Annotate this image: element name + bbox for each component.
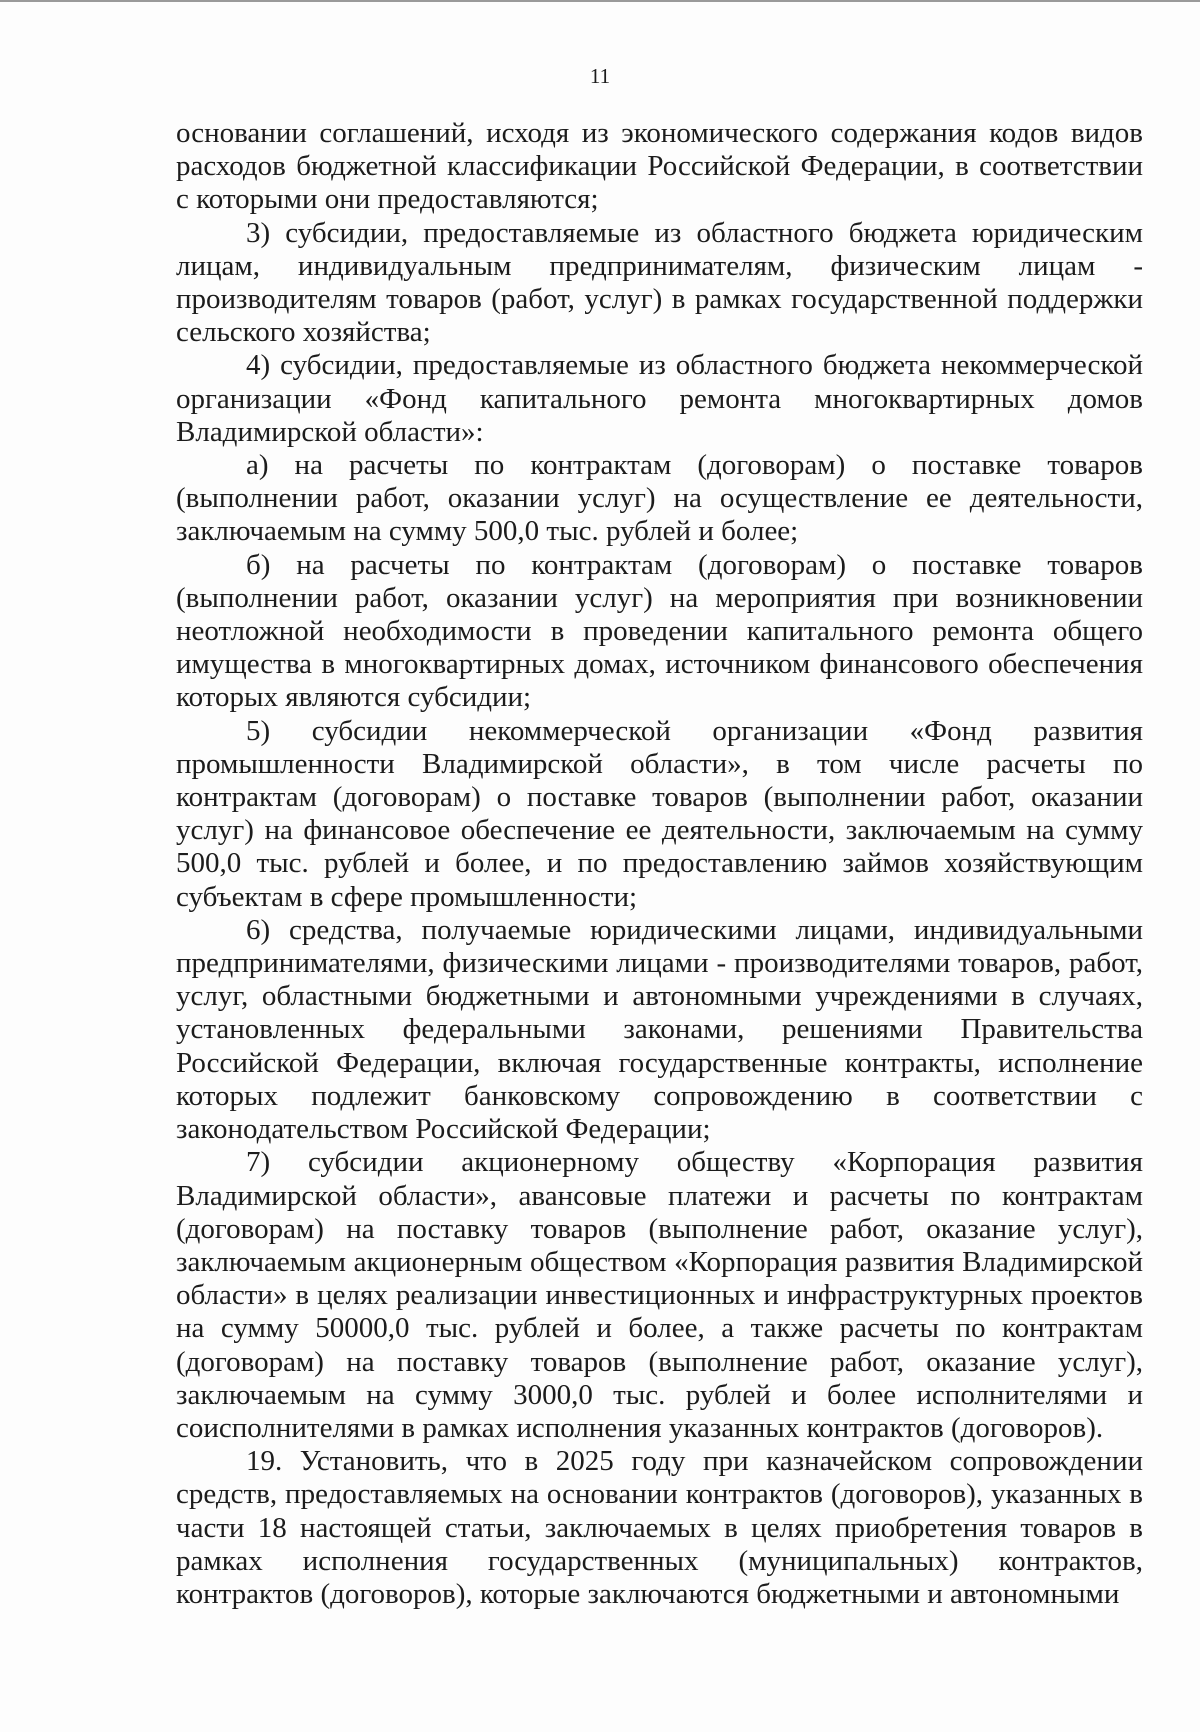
paragraph-item-5: 5) субсидии некоммерческой организации «Фонд развития промышленности Владимирской области», в том числе расчеты по контрактам (договорам) о поставке товаров (выполнении работ, оказании услуг) на финансовое обеспечение ее деятельности, заключаемым на сумму 500,0 тыс. рублей и более, и по предоставлению займов хозяйствующим субъектам в сфере промышленности; — [176, 714, 1143, 913]
page-number: 11 — [589, 64, 611, 88]
paragraph-continuation: основании соглашений, исходя из экономического содержания кодов видов расходов бюджетной классификации Российской Федерации, в соответствии с которыми они предоставляются; — [176, 117, 1143, 216]
page-top-border — [0, 0, 1200, 2]
paragraph-item-4a: а) на расчеты по контрактам (договорам) о поставке товаров (выполнении работ, оказании услуг) на осуществление ее деятельности, заключаемым на сумму 500,0 тыс. рублей и более; — [176, 449, 1143, 548]
paragraph-item-4: 4) субсидии, предоставляемые из областного бюджета некоммерческой организации «Фонд капитального ремонта многоквартирных домов Владимирской области»: — [176, 349, 1143, 448]
paragraph-item-3: 3) субсидии, предоставляемые из областного бюджета юридическим лицам, индивидуальным предпринимателям, физическим лицам - производителям товаров (работ, услуг) в рамках государственной поддержки сельского хозяйства; — [176, 216, 1143, 349]
paragraph-item-7: 7) субсидии акционерному обществу «Корпорация развития Владимирской области», авансовые платежи и расчеты по контрактам (договорам) на поставку товаров (выполнение работ, оказание услуг), заключаемым акционерным обществом «Корпорация развития Владимирской области» в целях реализации инвестиционных и инфраструктурных проектов на сумму 50000,0 тыс. рублей и более, а также расчеты по контрактам (договорам) на поставку товаров (выполнение работ, оказание услуг), заключаемым на сумму 3000,0 тыс. рублей и более исполнителями и соисполнителями в рамках исполнения указанных контрактов (договоров). — [176, 1146, 1143, 1444]
paragraph-item-4b: б) на расчеты по контрактам (договорам) о поставке товаров (выполнении работ, оказании услуг) на мероприятия при возникновении неотложной необходимости в проведении капитального ремонта общего имущества в многоквартирных домах, источником финансового обеспечения которых являются субсидии; — [176, 548, 1143, 714]
document-body — [176, 117, 1143, 1611]
paragraph-section-19: 19. Установить, что в 2025 году при казначейском сопровождении средств, предоставляемых на основании контрактов (договоров), указанных в части 18 настоящей статьи, заключаемых в целях приобретения товаров в рамках исполнения государственных (муниципальных) контрактов, контрактов (договоров), которые заключаются бюджетными и автономными — [176, 1445, 1143, 1610]
paragraph-item-6: 6) средства, получаемые юридическими лицами, индивидуальными предпринимателями, физическими лицами - производителями товаров, работ, услуг, областными бюджетными и автономными учреждениями в случаях, установленных федеральными законами, решениями Правительства Российской Федерации, включая государственные контракты, исполнение которых подлежит банковскому сопровождению в соответствии с законодательством Российской Федерации; — [176, 913, 1143, 1146]
